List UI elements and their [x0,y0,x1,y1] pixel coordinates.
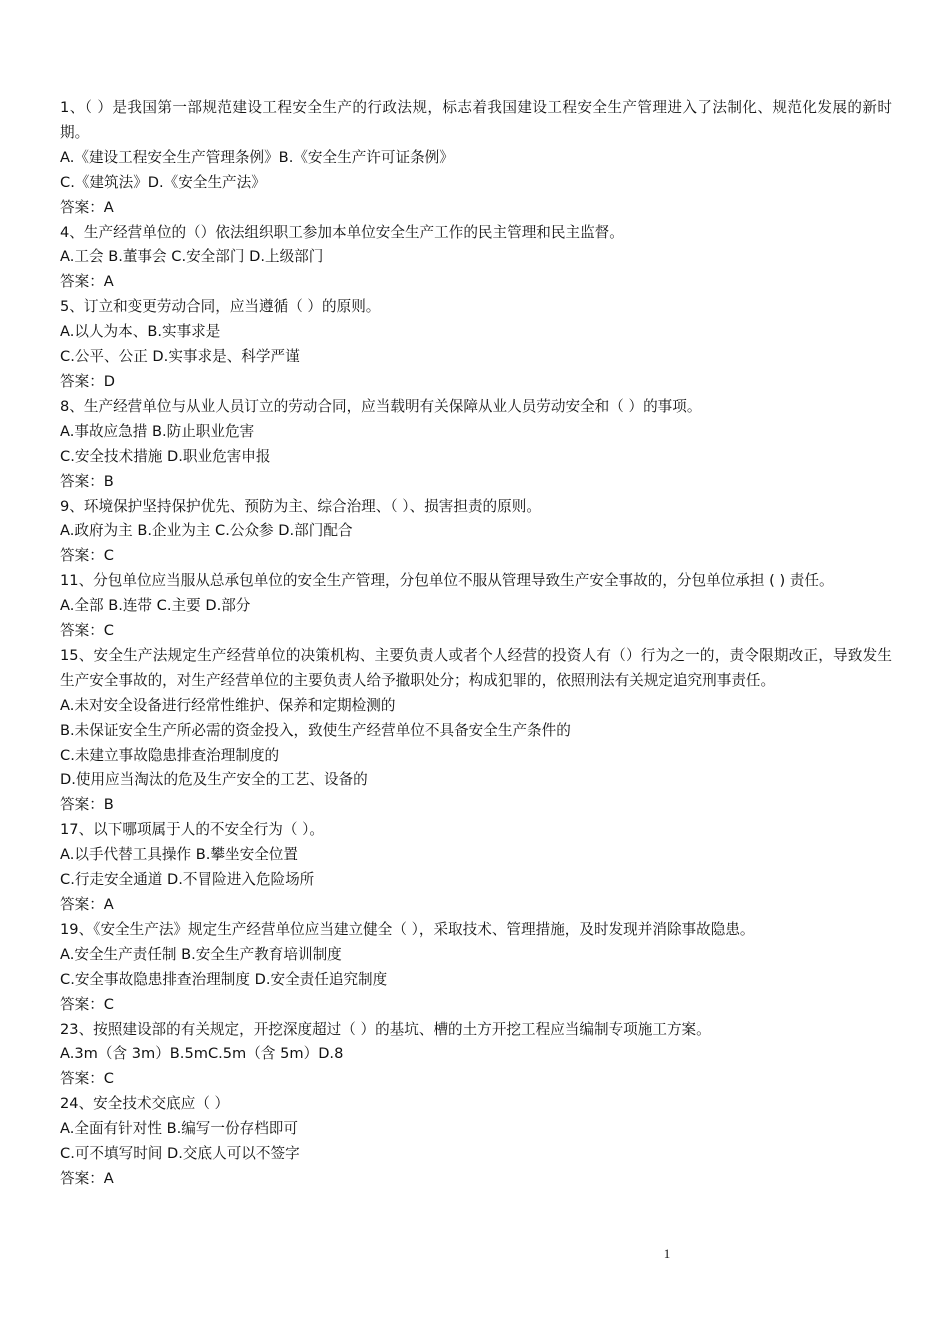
answer-options: C.可不填写时间 D.交底人可以不签字 [60,1145,300,1163]
answer-line: 答案：A [60,273,114,291]
answer-options: C.行走安全通道 D.不冒险进入危险场所 [60,871,315,889]
answer-options: A.《建设工程安全生产管理条例》B.《安全生产许可证条例》 [60,148,454,166]
answer-options: C.未建立事故隐患排查治理制度的 [60,746,280,764]
answer-options: A.事故应急措 B.防止职业危害 [60,422,255,440]
answer-options: A.全面有针对性 B.编写一份存档即可 [60,1120,298,1138]
answer-line: 答案：C [60,1070,114,1088]
question-stem: 8、生产经营单位与从业人员订立的劳动合同，应当载明有关保障从业人员劳动安全和（ ）的事项。 [60,397,702,415]
answer-options: C.公平、公正 D.实事求是、科学严谨 [60,348,300,366]
answer-options: A.政府为主 B.企业为主 C.公众参 D.部门配合 [60,522,353,540]
answer-line: 答案：A [60,198,114,216]
question-stem: 15、安全生产法规定生产经营单位的决策机构、主要负责人或者个人经营的投资人有（）行为之一的，责令限期改正，导致发生生产安全事故的，对生产经营单位的主要负责人给予撤职处分；构成犯罪的，依照刑法有关规定追究刑事责任。 [60,646,892,689]
question-stem: 23、按照建设部的有关规定，开挖深度超过（ ）的基坑、槽的土方开挖工程应当编制专项施工方案。 [60,1020,711,1038]
answer-line: 答案：C [60,622,114,640]
question-stem: 11、分包单位应当服从总承包单位的安全生产管理，分包单位不服从管理导致生产安全事故的，分包单位承担 ( ) 责任。 [60,572,834,590]
page-number: 1 [663,1246,671,1261]
answer-line: 答案：A [60,896,114,913]
answer-options: C.《建筑法》D.《安全生产法》 [60,173,266,191]
answer-options: C.安全技术措施 D.职业危害申报 [60,447,271,465]
answer-options: A.3m（含 3m）B.5mC.5m（含 5m）D.8 [60,1045,344,1063]
question-block [60,495,892,570]
question-stem: 5、订立和变更劳动合同，应当遵循（ ）的原则。 [60,298,381,316]
question-block [60,1092,892,1192]
answer-line: 答案：B [60,472,114,490]
question-block [60,644,892,818]
question-block [60,395,892,495]
answer-options: A.以人为本、B.实事求是 [60,323,221,341]
answer-options: A.安全生产责任制 B.安全生产教育培训制度 [60,945,342,963]
question-stem: 17、以下哪项属于人的不安全行为（ ）。 [60,821,325,839]
answer-line: 答案：B [60,796,114,814]
question-block [60,295,892,395]
answer-options: C.安全事故隐患排查治理制度 D.安全责任追究制度 [60,970,388,988]
answer-options: A.全部 B.连带 C.主要 D.部分 [60,597,251,615]
question-block [60,96,892,221]
question-stem: 9、环境保护坚持保护优先、预防为主、综合治理、（ ）、损害担责的原则。 [60,497,541,515]
question-block [60,221,892,296]
question-stem: 1、（ ）是我国第一部规范建设工程安全生产的行政法规，标志着我国建设工程安全生产管理进入了法制化、规范化发展的新时期。 [60,99,892,141]
question-block [60,1018,892,1093]
answer-line: 答案：D [60,372,116,390]
question-block [60,569,892,644]
question-block [60,818,892,918]
question-stem: 19、《安全生产法》规定生产经营单位应当建立健全（ ），采取技术、管理措施，及时发现并消除事故隐患。 [60,920,755,938]
document-body [60,96,892,1192]
question-stem: 24、安全技术交底应（ ） [60,1095,230,1113]
answer-options: D.使用应当淘汰的危及生产安全的工艺、设备的 [60,771,368,789]
answer-options: A.工会 B.董事会 C.安全部门 D.上级部门 [60,248,324,266]
question-block [60,918,892,1018]
answer-line: 答案：A [60,1169,114,1187]
answer-options: A.未对安全设备进行经常性维护、保养和定期检测的 [60,696,396,714]
answer-options: A.以手代替工具操作 B.攀坐安全位置 [60,846,298,864]
answer-line: 答案：C [60,995,114,1013]
answer-options: B.未保证安全生产所必需的资金投入，致使生产经营单位不具备安全生产条件的 [60,721,571,739]
question-stem: 4、生产经营单位的（）依法组织职工参加本单位安全生产工作的民主管理和民主监督。 [60,223,624,241]
answer-line: 答案：C [60,547,114,565]
